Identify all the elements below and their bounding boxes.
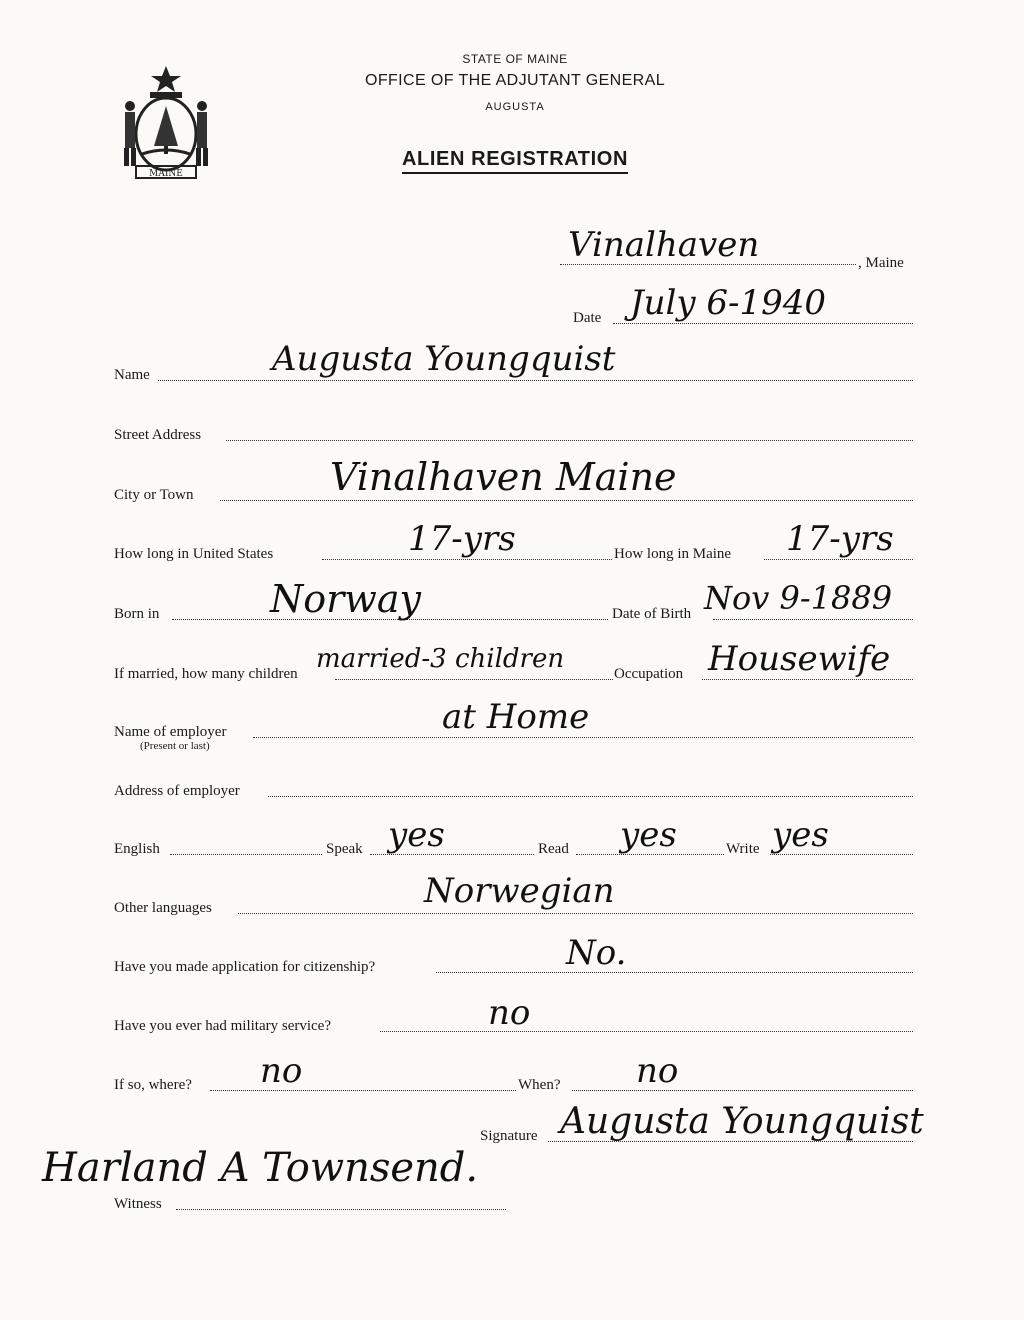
- read-label: Read: [538, 841, 569, 857]
- when-label: When?: [518, 1077, 561, 1093]
- signature-label: Signature: [480, 1128, 538, 1144]
- citizenship-line: [436, 972, 913, 973]
- signature-entry: Augusta Youngquist: [560, 1101, 924, 1142]
- employer-label: Name of employer: [114, 724, 227, 740]
- english-line: [170, 854, 322, 855]
- witness-line: [176, 1209, 506, 1210]
- name-entry: Augusta Youngquist: [272, 339, 616, 379]
- city-line: [220, 500, 913, 501]
- when-line: [572, 1090, 913, 1091]
- write-label: Write: [726, 841, 760, 857]
- employer-address-label: Address of employer: [114, 783, 240, 799]
- occupation-entry: Housewife: [708, 639, 891, 679]
- military-entry: no: [488, 993, 531, 1033]
- street-label: Street Address: [114, 427, 202, 443]
- citizenship-entry: No.: [566, 933, 627, 973]
- town-suffix: , Maine: [858, 255, 904, 271]
- where-entry: no: [260, 1051, 303, 1091]
- years-maine-entry: 17-yrs: [786, 519, 894, 559]
- military-label: Have you ever had military service?: [114, 1018, 331, 1034]
- name-label: Name: [114, 367, 150, 383]
- years-us-label: How long in United States: [114, 546, 274, 562]
- where-line: [210, 1090, 516, 1091]
- military-line: [380, 1031, 913, 1032]
- city-label: City or Town: [114, 487, 194, 503]
- other-languages-line: [238, 913, 913, 914]
- dob-entry: Nov 9-1889: [704, 579, 893, 617]
- occupation-line: [702, 679, 913, 680]
- occupation-label: Occupation: [614, 666, 684, 682]
- citizenship-label: Have you made application for citizenship?: [114, 959, 376, 975]
- employer-entry: at Home: [442, 697, 590, 737]
- city-entry: Vinalhaven Maine: [330, 455, 677, 499]
- write-entry: yes: [772, 815, 829, 855]
- header-city: AUGUSTA: [485, 101, 545, 113]
- english-label: English: [114, 841, 160, 857]
- seal-banner: MAINE: [149, 169, 183, 179]
- other-languages-label: Other languages: [114, 900, 212, 916]
- form-title: ALIEN REGISTRATION: [360, 148, 670, 171]
- dob-line: [713, 619, 913, 620]
- where-label: If so, where?: [114, 1077, 192, 1093]
- speak-label: Speak: [326, 841, 363, 857]
- date-entry: July 6-1940: [630, 283, 827, 323]
- date-label: Date: [573, 310, 602, 326]
- years-us-entry: 17-yrs: [408, 519, 516, 559]
- years-us-line: [322, 559, 612, 560]
- street-line: [226, 440, 913, 441]
- employer-address-line: [268, 796, 913, 797]
- married-entry: married-3 children: [316, 644, 565, 674]
- name-line: [158, 380, 913, 381]
- employer-sublabel: (Present or last): [140, 740, 210, 752]
- married-line: [335, 679, 613, 680]
- witness-entry: Harland A Townsend.: [42, 1145, 479, 1191]
- when-entry: no: [636, 1051, 679, 1091]
- employer-line: [253, 737, 913, 738]
- date-line: [613, 323, 913, 324]
- years-maine-label: How long in Maine: [614, 546, 732, 562]
- married-label: If married, how many children: [114, 666, 298, 682]
- other-languages-entry: Norwegian: [424, 871, 615, 911]
- years-maine-line: [764, 559, 913, 560]
- witness-label: Witness: [114, 1196, 162, 1212]
- state-of-maine-seal-icon: [112, 62, 220, 182]
- header-state: STATE OF MAINE: [462, 52, 568, 66]
- read-entry: yes: [620, 815, 677, 855]
- header-office: OFFICE OF THE ADJUTANT GENERAL: [364, 72, 666, 89]
- speak-entry: yes: [388, 815, 445, 855]
- town-entry: Vinalhaven: [568, 225, 760, 265]
- dob-label: Date of Birth: [612, 606, 692, 622]
- born-label: Born in: [114, 606, 160, 622]
- born-entry: Norway: [270, 577, 421, 621]
